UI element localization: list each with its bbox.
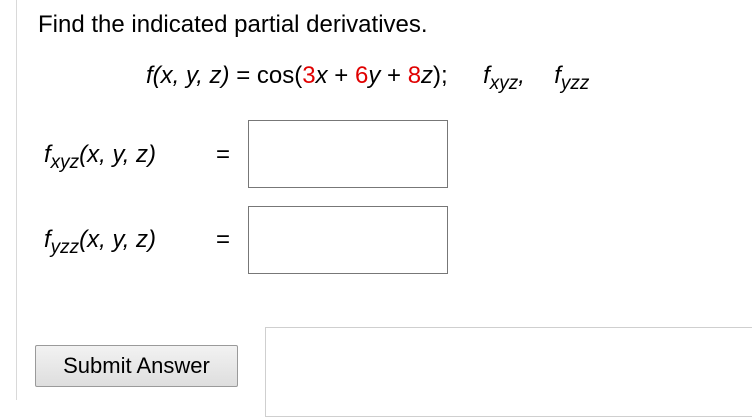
equals-sign: = [236,62,251,89]
answer-input-fyzz[interactable] [248,206,448,274]
answer-label-fyzz [44,226,156,259]
var-x: x [315,62,328,89]
plus-2: + [380,62,408,89]
coef-y: 6 [354,62,369,89]
answer2-args: (x, y, z) [79,226,157,253]
answer-input-fxyz[interactable] [248,120,448,188]
target1-base: f [483,62,490,89]
var-y: y [368,62,381,89]
coef-z: 8 [407,62,422,89]
var-z: z [421,62,434,89]
answer2-sub: yzz [50,237,80,258]
plus-1: + [327,62,355,89]
answer1-base: f [44,141,51,168]
answer1-sub: xyz [50,152,80,173]
answer-label-fxyz [44,141,156,174]
answer1-args: (x, y, z) [79,141,157,168]
answer1-equals: = [216,141,231,168]
target-separator: , [518,62,525,89]
left-border [16,0,17,400]
target2-base: f [554,62,561,89]
target2-sub: yzz [560,73,590,94]
feedback-panel [265,327,752,417]
answer2-base: f [44,226,51,253]
function-lhs: f(x, y, z) [146,62,230,89]
answer2-equals: = [216,226,231,253]
coef-x: 3 [302,62,316,89]
cos-open: cos( [256,62,303,89]
function-definition [146,62,589,95]
cos-close: ); [433,62,448,89]
submit-answer-button[interactable]: Submit Answer [35,345,238,387]
target1-sub: xyz [489,73,519,94]
instruction-text: Find the indicated partial derivatives. [38,11,428,38]
